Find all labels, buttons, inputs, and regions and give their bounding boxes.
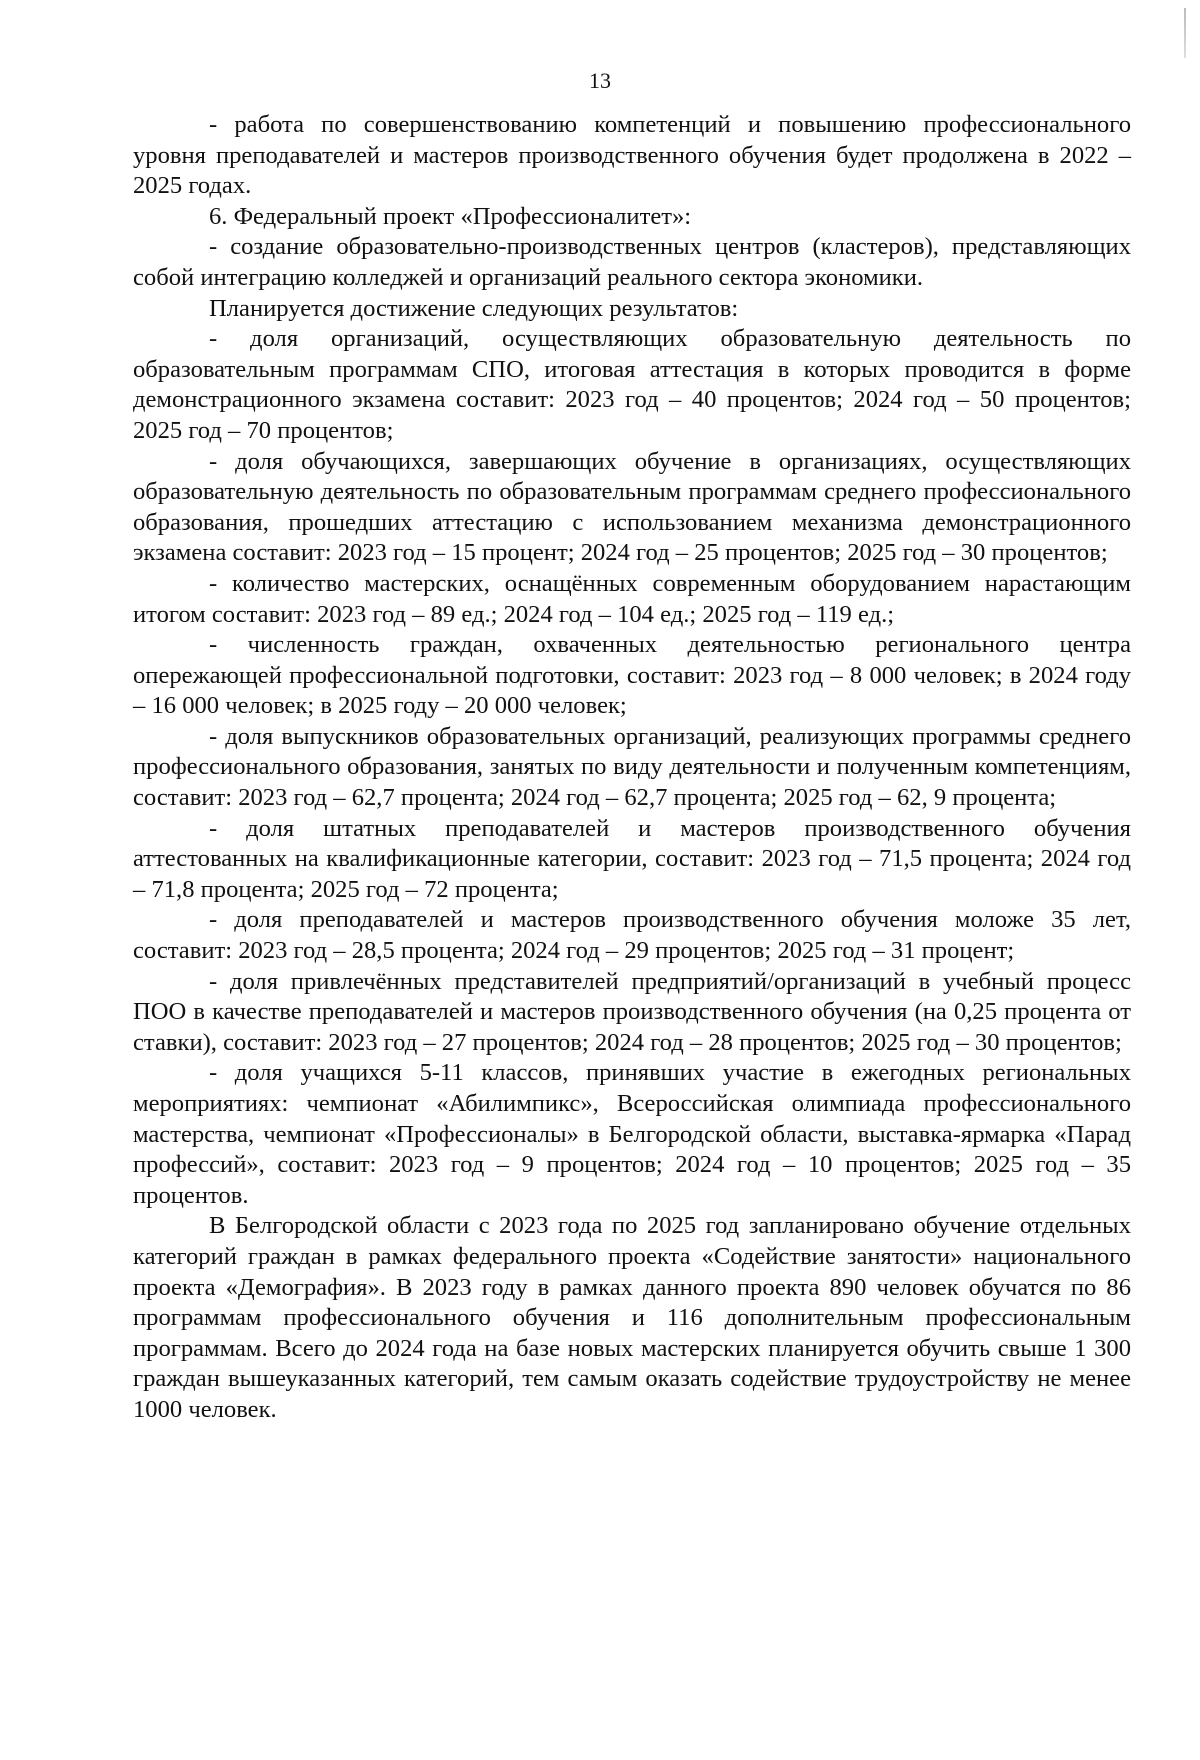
- paragraph: - доля учащихся 5-11 классов, принявших участие в ежегодных региональных мероприятиях: чемпионат «Абилимпикс», Всероссийская олимпиада профессионального мастерства, чемпионат «Профессионалы» в Белгородской области, выставка-ярмарка «Парад профессий», составит: 2023 год – 9 процентов; 2024 год – 10 процентов; 2025 год – 35 процентов.: [133, 1059, 1131, 1209]
- paragraph: - доля преподавателей и мастеров производственного обучения моложе 35 лет, составит: 2023 год – 28,5 процента; 2024 год – 29 процентов; 2025 год – 31 процент;: [133, 906, 1131, 965]
- scan-edge-mark: [1184, 8, 1186, 58]
- document-body: [133, 110, 1131, 1426]
- paragraph: - создание образовательно-производственных центров (кластеров), представляющих собой интеграцию колледжей и организаций реального сектора экономики.: [133, 233, 1131, 291]
- paragraph: 6. Федеральный проект «Профессионалитет»:: [209, 202, 692, 230]
- paragraph: - доля выпускников образовательных организаций, реализующих программы среднего профессионального образования, занятых по виду деятельности и полученным компетенциям, составит: 2023 год – 62,7 процента; 2024 год – 62,7 процента; 2025 год – 62, 9 процента;: [133, 722, 1131, 812]
- page-number: 13: [589, 68, 611, 93]
- paragraph: - доля обучающихся, завершающих обучение в организациях, осуществляющих образовательную деятельность по образовательным программам среднего профессионального образования, прошедших аттестацию с использованием механизма демонстрационного экзамена составит: 2023 год – 15 процент; 2024 год – 25 процентов; 2025 год – 30 процентов;: [133, 447, 1131, 567]
- paragraph: - количество мастерских, оснащённых современным оборудованием нарастающим итогом составит: 2023 год – 89 ед.; 2024 год – 104 ед.; 2025 год – 119 ед.;: [133, 569, 1131, 628]
- paragraph: - доля привлечённых представителей предприятий/организаций в учебный процесс ПОО в качестве преподавателей и мастеров производственного обучения (на 0,25 процента от ставки), составит: 2023 год – 27 процентов; 2024 год – 28 процентов; 2025 год – 30 процентов;: [133, 967, 1131, 1056]
- paragraph: В Белгородской области с 2023 года по 2025 год запланировано обучение отдельных категорий граждан в рамках федерального проекта «Содействие занятости» национального проекта «Демография». В 2023 году в рамках данного проекта 890 человек обучатся по 86 программам профессионального обучения и 116 дополнительным профессиональным программам. Всего до 2024 года на базе новых мастерских планируется обучить свыше 1 300 граждан вышеуказанных категорий, тем самым оказать содействие трудоустройству не менее 1000 человек.: [133, 1212, 1131, 1423]
- paragraph: - работа по совершенствованию компетенций и повышению профессионального уровня преподавателей и мастеров производственного обучения будет продолжена в 2022 – 2025 годах.: [133, 111, 1131, 200]
- paragraph: Планируется достижение следующих результатов:: [209, 294, 739, 322]
- paragraph: - численность граждан, охваченных деятельностью регионального центра опережающей профессиональной подготовки, составит: 2023 год – 8 000 человек; в 2024 году – 16 000 человек; в 2025 году – 20 000 человек;: [133, 631, 1131, 720]
- paragraph: - доля штатных преподавателей и мастеров производственного обучения аттестованных на квалификационные категории, составит: 2023 год – 71,5 процента; 2024 год – 71,8 процента; 2025 год – 72 процента;: [133, 814, 1131, 903]
- paragraph: - доля организаций, осуществляющих образовательную деятельность по образовательным программам СПО, итоговая аттестация в которых проводится в форме демонстрационного экзамена составит: 2023 год – 40 процентов; 2024 год – 50 процентов; 2025 год – 70 процентов;: [133, 325, 1131, 444]
